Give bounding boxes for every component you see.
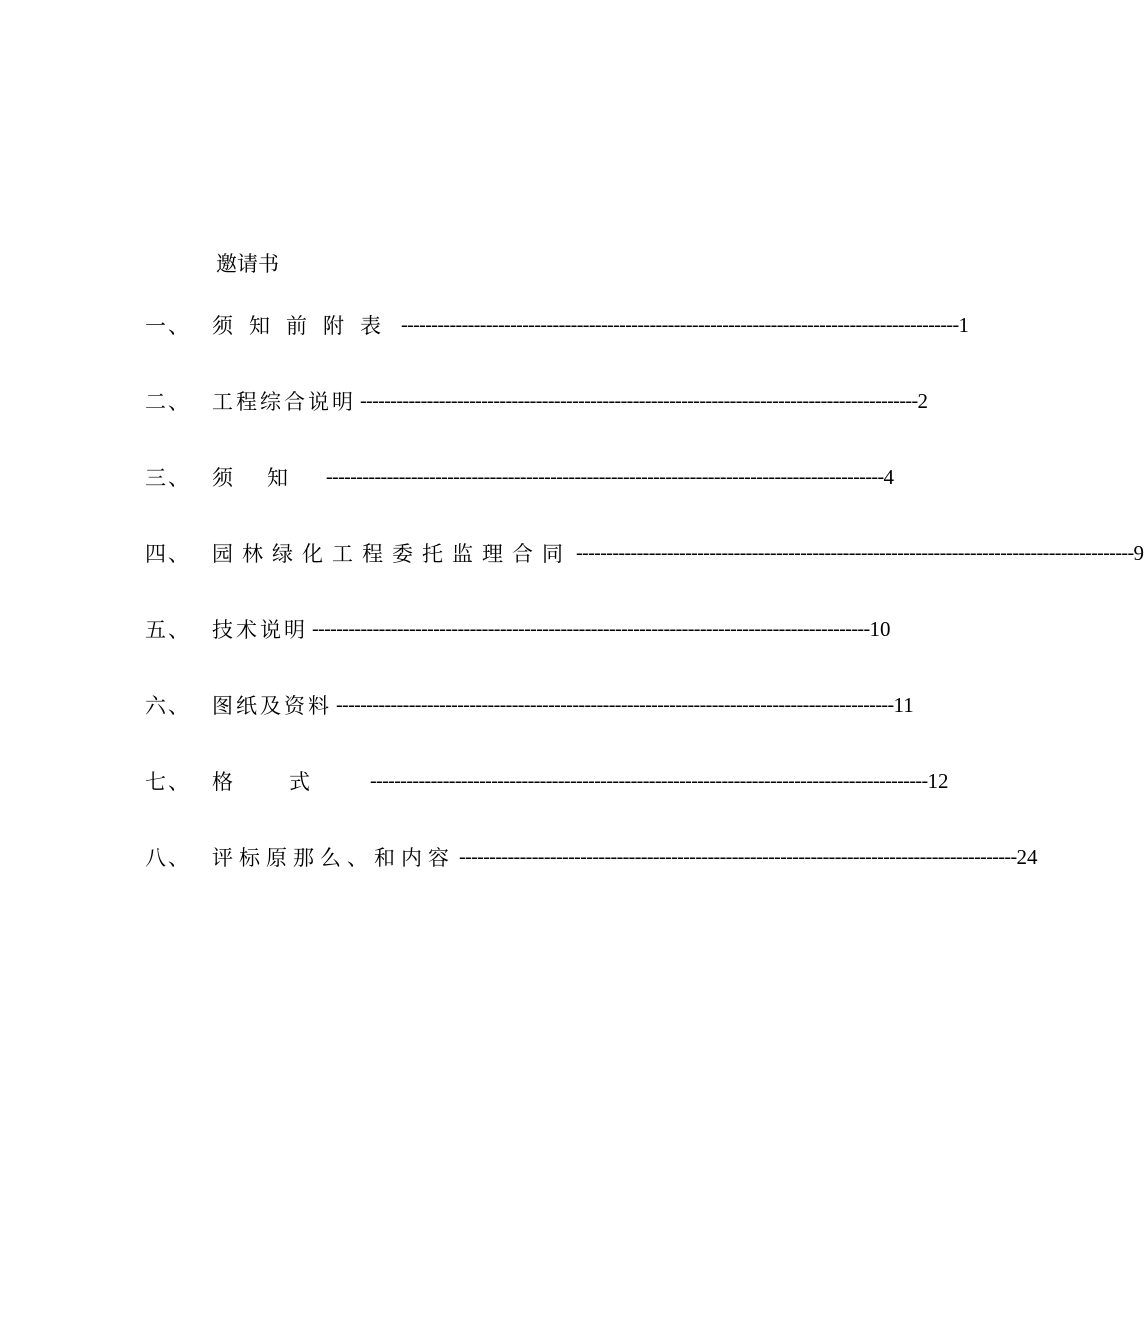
toc-entry-number: 五、 xyxy=(145,618,191,642)
toc-entry-page: 12 xyxy=(927,768,949,793)
toc-entry-number: 一、 xyxy=(145,314,191,338)
toc-entry-page: 4 xyxy=(883,464,895,489)
toc-entry-number: 六、 xyxy=(145,694,191,718)
toc-entry-page: 1 xyxy=(958,312,970,337)
toc-entry-label: 须知 xyxy=(212,466,322,490)
toc-entry-number: 八、 xyxy=(145,846,191,870)
toc-entry-label: 评标原那么、和内容 xyxy=(212,846,455,870)
toc-entry[interactable] xyxy=(145,309,970,341)
toc-entry-label: 图纸及资料 xyxy=(212,694,332,718)
toc-entry-number: 三、 xyxy=(145,466,191,490)
toc-entry-page: 10 xyxy=(869,616,891,641)
toc-entry-leader: -------------------------------------------------------------------------------------------- xyxy=(326,465,884,488)
toc-entry-page: 11 xyxy=(893,692,914,717)
toc-entry-leader: -------------------------------------------------------------------------------------------- xyxy=(312,617,870,640)
toc-entry-leader: -------------------------------------------------------------------------------------------- xyxy=(401,313,959,336)
toc-entry[interactable] xyxy=(145,841,1038,873)
toc-entry-page: 9 xyxy=(1133,540,1144,565)
toc-entry[interactable] xyxy=(145,765,949,797)
toc-entry-label: 工程综合说明 xyxy=(212,390,356,414)
toc-entry[interactable] xyxy=(145,689,914,721)
toc-entry-leader: -------------------------------------------------------------------------------------------- xyxy=(370,769,928,792)
toc-entry[interactable] xyxy=(145,385,929,417)
toc-entry-label: 须知前附表 xyxy=(212,314,397,338)
toc-entry-number: 二、 xyxy=(145,390,191,414)
toc-title: 邀请书 xyxy=(216,252,279,276)
toc-entry-label: 格式 xyxy=(212,770,366,794)
toc-entry-label: 技术说明 xyxy=(212,618,308,642)
toc-entry-leader: -------------------------------------------------------------------------------------------- xyxy=(576,541,1134,564)
toc-entry[interactable] xyxy=(145,461,895,493)
toc-entry[interactable] xyxy=(145,537,1144,569)
toc-entry-leader: -------------------------------------------------------------------------------------------- xyxy=(336,693,894,716)
toc-entry-number: 四、 xyxy=(145,542,191,566)
toc-entry[interactable] xyxy=(145,613,891,645)
toc-entry-leader: -------------------------------------------------------------------------------------------- xyxy=(459,845,1017,868)
toc-entry-number: 七、 xyxy=(145,770,191,794)
toc-entry-page: 24 xyxy=(1016,844,1038,869)
toc-entry-leader: -------------------------------------------------------------------------------------------- xyxy=(360,389,918,412)
toc-entry-label: 园林绿化工程委托监理合同 xyxy=(212,542,572,566)
toc-entry-page: 2 xyxy=(917,388,929,413)
